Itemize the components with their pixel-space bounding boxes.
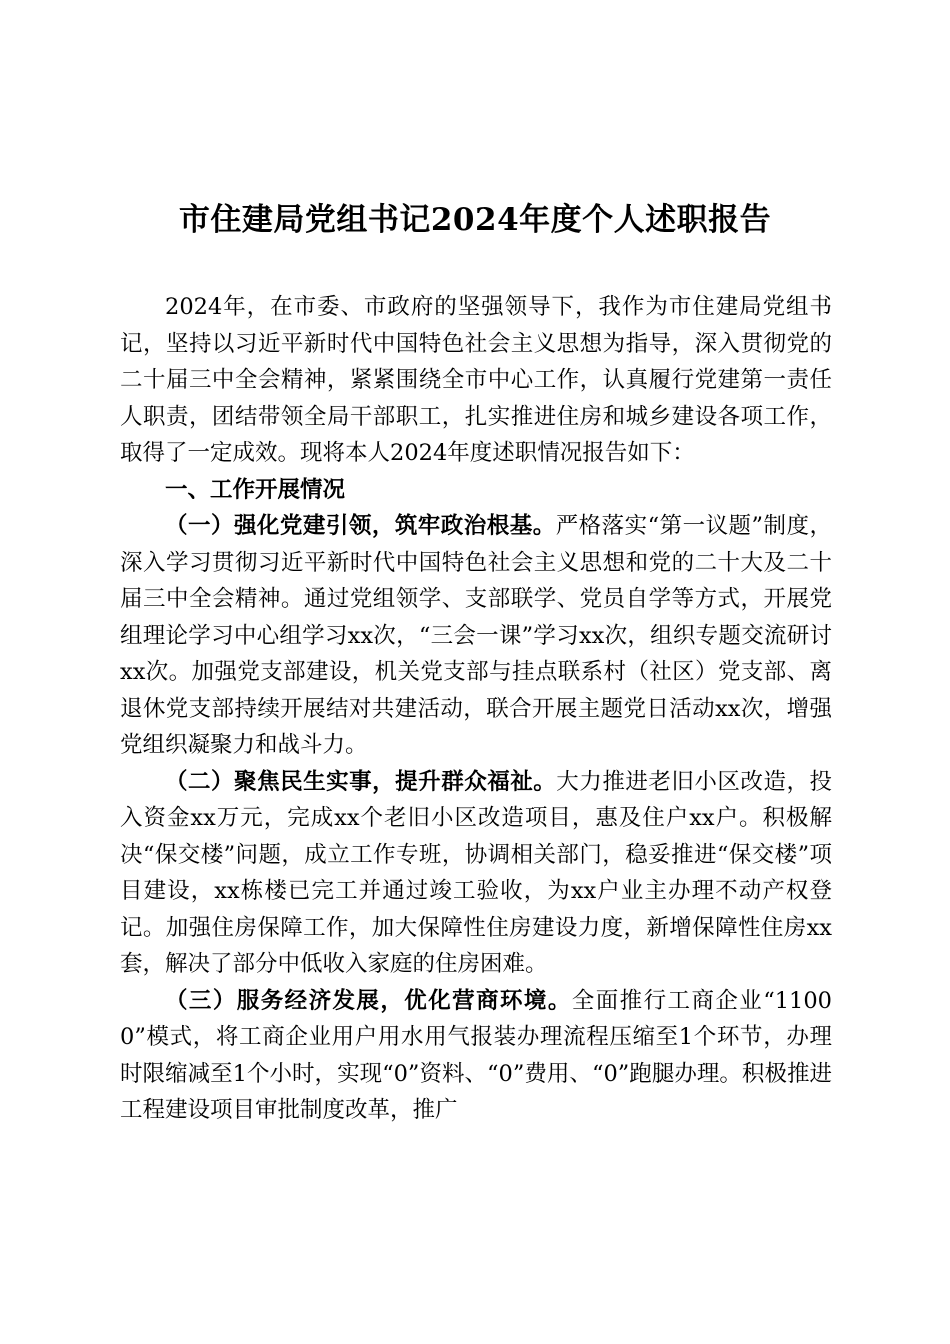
item-paragraph-party-building	[120, 508, 832, 764]
item-lead-livelihood: （二）聚焦民生实事，提升群众福祉。	[165, 768, 557, 795]
item-lead-party-building: （一）强化党建引领，筑牢政治根基。	[165, 513, 556, 539]
item-lead-economy: （三）服务经济发展，优化营商环境。	[165, 987, 572, 1014]
item-paragraph-livelihood	[120, 764, 832, 983]
document-body	[120, 289, 832, 1129]
intro-paragraph: 2024年，在市委、市政府的坚强领导下，我作为市住建局党组书记，坚持以习近平新时代中国特色社会主义思想为指导，深入贯彻党的二十届三中全会精神，紧紧围绕全市中心工作，认真履行党建第一责任人职责，团结带领全局干部职工，扎实推进住房和城乡建设各项工作，取得了一定成效。现将本人2024年度述职情况报告如下：	[120, 294, 832, 466]
item-text-party-building: 严格落实“第一议题”制度，深入学习贯彻习近平新时代中国特色社会主义思想和党的二十大及二十届三中全会精神。通过党组领学、支部联学、党员自学等方式，开展党组理论学习中心组学习xx次，“三会一课”学习xx次，组织专题交流研讨xx次。加强党支部建设，机关党支部与挂点联系村（社区）党支部、离退休党支部持续开展结对共建活动，联合开展主题党日活动xx次，增强党组织凝聚力和战斗力。	[120, 513, 832, 758]
item-text-economy: 全面推行工商企业“11000”模式，将工商企业用户用水用气报装办理流程压缩至1个环节，办理时限缩减至1个小时，实现“0”资料、“0”费用、“0”跑腿办理。积极推进工程建设项目审批制度改革，推广	[120, 987, 832, 1123]
section-heading-work: 一、工作开展情况	[165, 476, 346, 503]
item-paragraph-economy	[120, 983, 832, 1129]
document-title: 市住建局党组书记2024年度个人述职报告	[178, 202, 772, 238]
item-text-livelihood: 大力推进老旧小区改造，投入资金xx万元，完成xx个老旧小区改造项目，惠及住户xx户。积极解决“保交楼”问题，成立工作专班，协调相关部门，稳妥推进“保交楼”项目建设，xx栋楼已完工并通过竣工验收，为xx户业主办理不动产权登记。加强住房保障工作，加大保障性住房建设力度，新增保障性住房xx套，解决了部分中低收入家庭的住房困难。	[120, 768, 832, 977]
